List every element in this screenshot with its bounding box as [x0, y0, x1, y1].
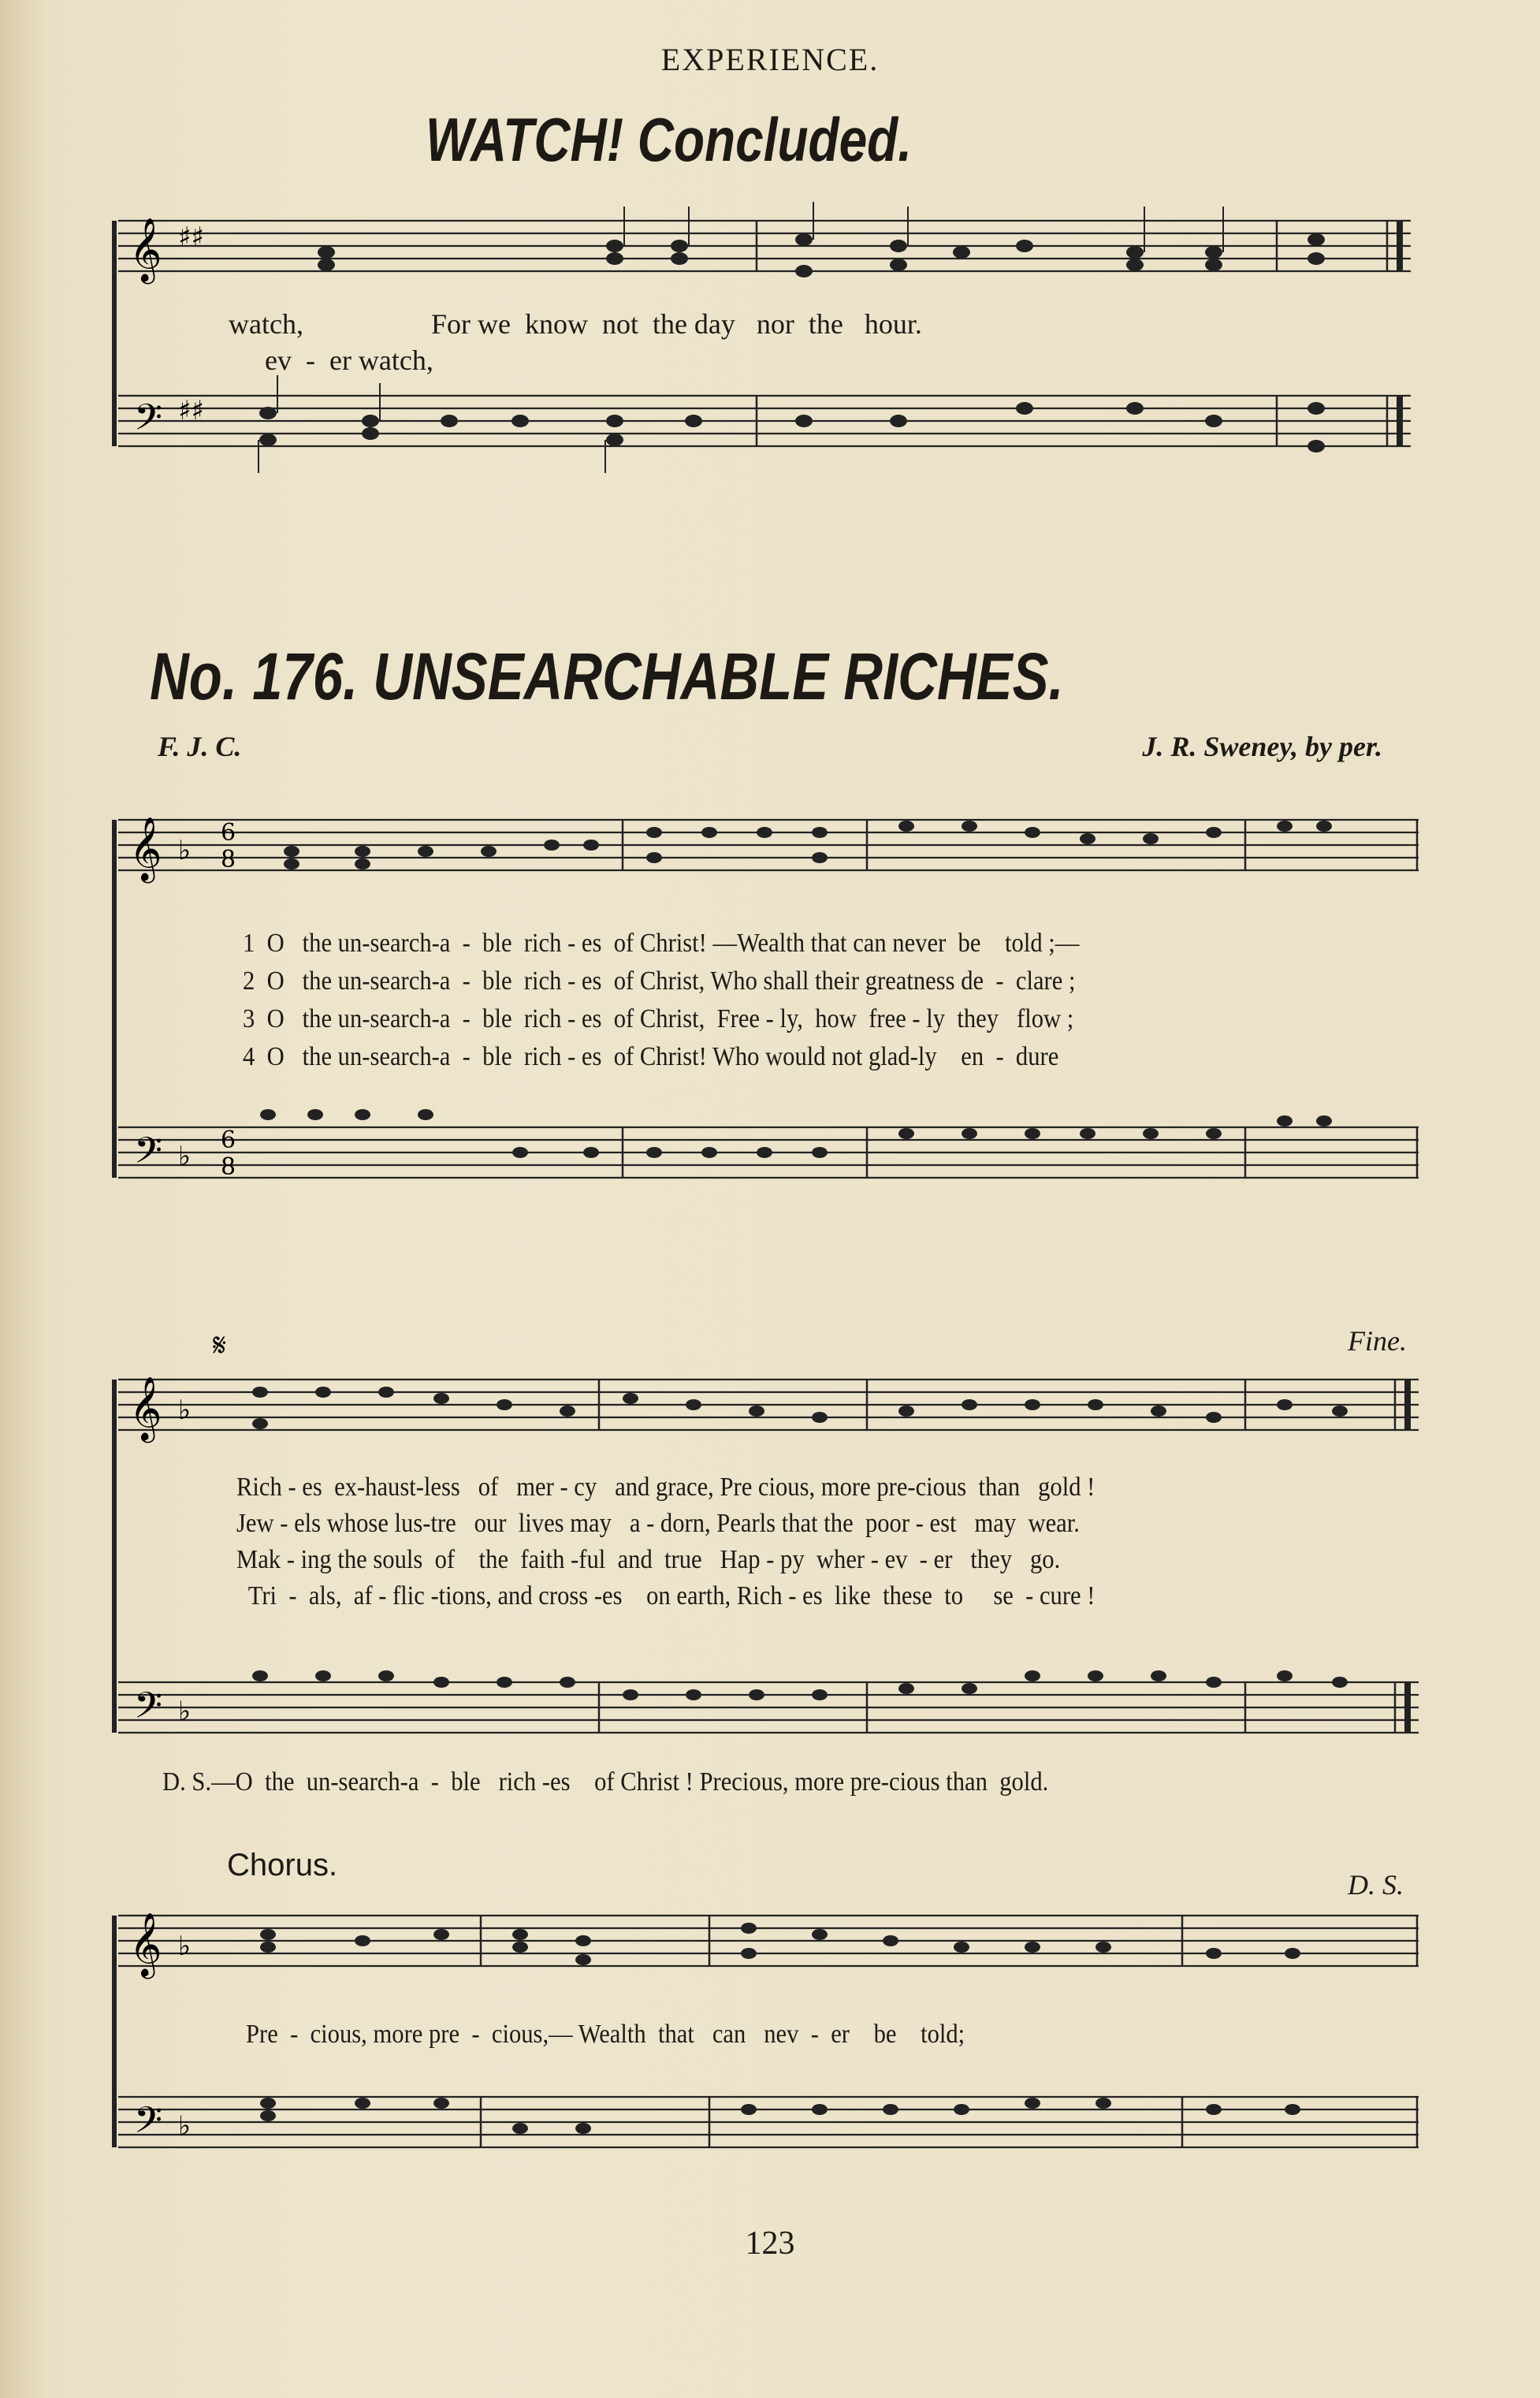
- music-system-verse-1: [110, 788, 1434, 1246]
- music-system-chorus: [110, 1884, 1434, 2199]
- svg-text:♭: ♭: [178, 1696, 192, 1727]
- svg-text:𝄋: 𝄋: [213, 1332, 227, 1364]
- svg-text:𝄞: 𝄞: [129, 816, 162, 881]
- svg-text:6: 6: [221, 1126, 236, 1154]
- svg-text:𝄢: 𝄢: [134, 1130, 163, 1181]
- verse-line-1: 1 O the un-search-a - ble rich - es of Christ! —Wealth that can never be told ;—: [243, 929, 1080, 958]
- verse2-line-3: Mak - ing the souls of the faith -ful and true Hap - py wher - ev - er they go.: [236, 1545, 1061, 1574]
- chorus-lyric: Pre - cious, more pre - cious,— Wealth that can nev - er be told;: [246, 2020, 965, 2049]
- watch-lyric-line-1: watch, For we know not the day nor the hour.: [229, 308, 922, 340]
- svg-text:8: 8: [221, 846, 236, 873]
- svg-text:𝄢: 𝄢: [134, 2099, 163, 2150]
- svg-text:𝄢: 𝄢: [134, 1685, 163, 1736]
- ds-lyric-line: D. S.—O the un-search-a - ble rich -es of Christ ! Precious, more pre-cious than gold.: [162, 1767, 1049, 1797]
- verse2-line-2: Jew - els whose lus-tre our lives may a - dorn, Pearls that the poor - est may wear.: [236, 1509, 1080, 1538]
- verse-line-4: 4 O the un-search-a - ble rich - es of Christ! Who would not glad-ly en - dure: [243, 1042, 1059, 1071]
- svg-text:♯♯: ♯♯: [178, 395, 204, 426]
- svg-text:♭: ♭: [178, 1931, 192, 1962]
- hymn-title: No. 176. UNSEARCHABLE RICHES.: [150, 639, 1064, 713]
- fine-mark: Fine.: [1348, 1325, 1407, 1357]
- svg-text:𝄞: 𝄞: [129, 1912, 162, 1976]
- svg-text:𝄞: 𝄞: [129, 217, 162, 281]
- page-number: 123: [745, 2225, 795, 2262]
- svg-text:8: 8: [221, 1153, 236, 1181]
- svg-text:♭: ♭: [178, 1394, 192, 1426]
- svg-text:♯♯: ♯♯: [178, 222, 204, 253]
- svg-text:𝄞: 𝄞: [129, 1376, 162, 1440]
- verse2-line-4: Tri - als, af - flic -tions, and cross -es on earth, Rich - es like these to se - cure !: [236, 1581, 1095, 1610]
- verse-line-3: 3 O the un-search-a - ble rich - es of Christ, Free - ly, how free - ly they flow ;: [243, 1004, 1074, 1033]
- chorus-label: Chorus.: [227, 1848, 338, 1882]
- svg-text:♭: ♭: [178, 835, 192, 866]
- verse-line-2: 2 O the un-search-a - ble rich - es of Christ, Who shall their greatness de - clare ;: [243, 966, 1076, 996]
- lyricist-credit: F. J. C.: [158, 731, 242, 762]
- svg-text:6: 6: [221, 819, 236, 847]
- composer-credit: J. R. Sweney, by per.: [1142, 731, 1382, 762]
- watch-title: WATCH! Concluded.: [426, 105, 913, 174]
- music-system-watch: [110, 189, 1434, 520]
- verse2-line-1: Rich - es ex-haust-less of mer - cy and grace, Pre cious, more pre-cious than gold !: [236, 1473, 1095, 1502]
- watch-lyric-line-2: ev - er watch,: [265, 344, 433, 376]
- svg-text:♭: ♭: [178, 1141, 192, 1172]
- music-system-verse-2: [110, 1325, 1434, 1805]
- ds-mark: D. S.: [1348, 1869, 1404, 1901]
- svg-text:♭: ♭: [178, 2110, 192, 2142]
- section-header: EXPERIENCE.: [660, 42, 880, 77]
- svg-text:𝄢: 𝄢: [134, 397, 163, 448]
